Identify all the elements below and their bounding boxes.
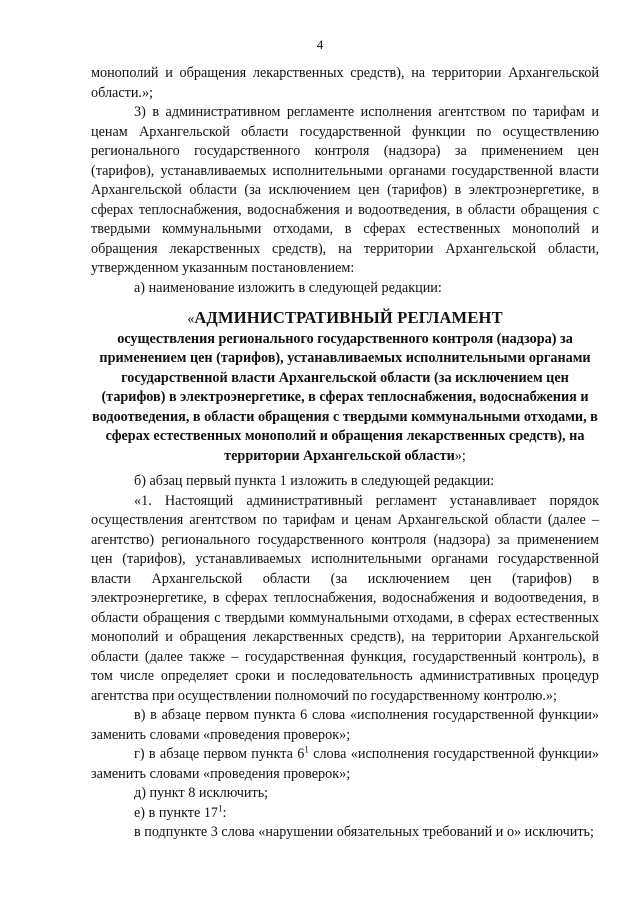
title-open-quote: « bbox=[187, 311, 195, 327]
title-close-quote: »; bbox=[454, 447, 466, 464]
paragraph bbox=[91, 804, 599, 824]
paragraph: монополий и обращения лекарственных средств), на территории Архангельской области.»; bbox=[91, 65, 599, 101]
superscript: 1 bbox=[218, 802, 223, 813]
paragraph: б) абзац первый пункта 1 изложить в следующей редакции: bbox=[134, 473, 495, 489]
paragraph: а) наименование изложить в следующей редакции: bbox=[134, 279, 442, 296]
paragraph: в подпункте 3 слова «нарушении обязательных требований и о» исключить; bbox=[134, 824, 594, 840]
paragraph: 3) в административном регламенте исполнения агентством по тарифам и ценам Архангельской области государственной функции по осуществлению регионального государственного контроля (надзора) за применением цен (тарифов), устанавливаемых исполнительными органами государственной власти Архангельской области (за исключением цен (тарифов) в электроэнергетике, в сферах теплоснабжения, водоснабжения и водоотведения, в области обращения с твердыми коммунальными отходами, в сферах естественных монополий и обращения лекарственных средств), на территории Архангельской области, утвержденном указанным постановлением: bbox=[91, 104, 599, 276]
paragraph: в) в абзаце первом пункта 6 слова «исполнения государственной функции» заменить словами «проведения проверок»; bbox=[91, 707, 599, 743]
superscript: 1 bbox=[304, 744, 309, 755]
paragraph-text: : bbox=[222, 804, 227, 821]
paragraph: д) пункт 8 исключить; bbox=[134, 785, 269, 801]
paragraph bbox=[91, 745, 599, 784]
paragraph-text: г) в абзаце первом пункта 6 bbox=[134, 746, 305, 762]
paragraph: «1. Настоящий административный регламент устанавливает порядок осуществления агентством по тарифам и ценам Архангельской области (далее – агентство) регионального государственного контроля (надзора) за применением цен (тарифов), устанавливаемых исполнительными органами государственной власти Архангельской области (за исключением цен (тарифов) в электроэнергетике, в сферах теплоснабжения, водоснабжения и водоотведения, в области обращения с твердыми коммунальными отходами, в сферах естественных монополий и обращения лекарственных средств), на территории Архангельской области (далее также – государственная функция, государственный контроль), в том числе определяет сроки и последовательность административных процедур агентства при осуществлении полномочий по государственному контролю.»; bbox=[91, 492, 599, 704]
page-number: 4 bbox=[316, 37, 324, 52]
paragraph-text: слова «исполнения государственной функции» заменить словами «проведения проверок»; bbox=[91, 746, 599, 782]
document-body bbox=[91, 64, 599, 843]
regulation-title bbox=[91, 308, 599, 466]
title-heading: АДМИНИСТРАТИВНЫЙ РЕГЛАМЕНТ bbox=[194, 308, 503, 327]
paragraph-text: е) в пункте 17 bbox=[134, 804, 219, 821]
title-body: осуществления регионального государственного контроля (надзора) за применением цен (тарифов), устанавливаемых исполнительными органами государственной власти Архангельской области (за исключением цен (тарифов) в электроэнергетике, в сферах теплоснабжения, водоснабжения и водоотведения, в области обращения с твердыми коммунальными отходами, в сферах естественных монополий и обращения лекарственных средств), на территории Архангельской области bbox=[92, 330, 598, 464]
